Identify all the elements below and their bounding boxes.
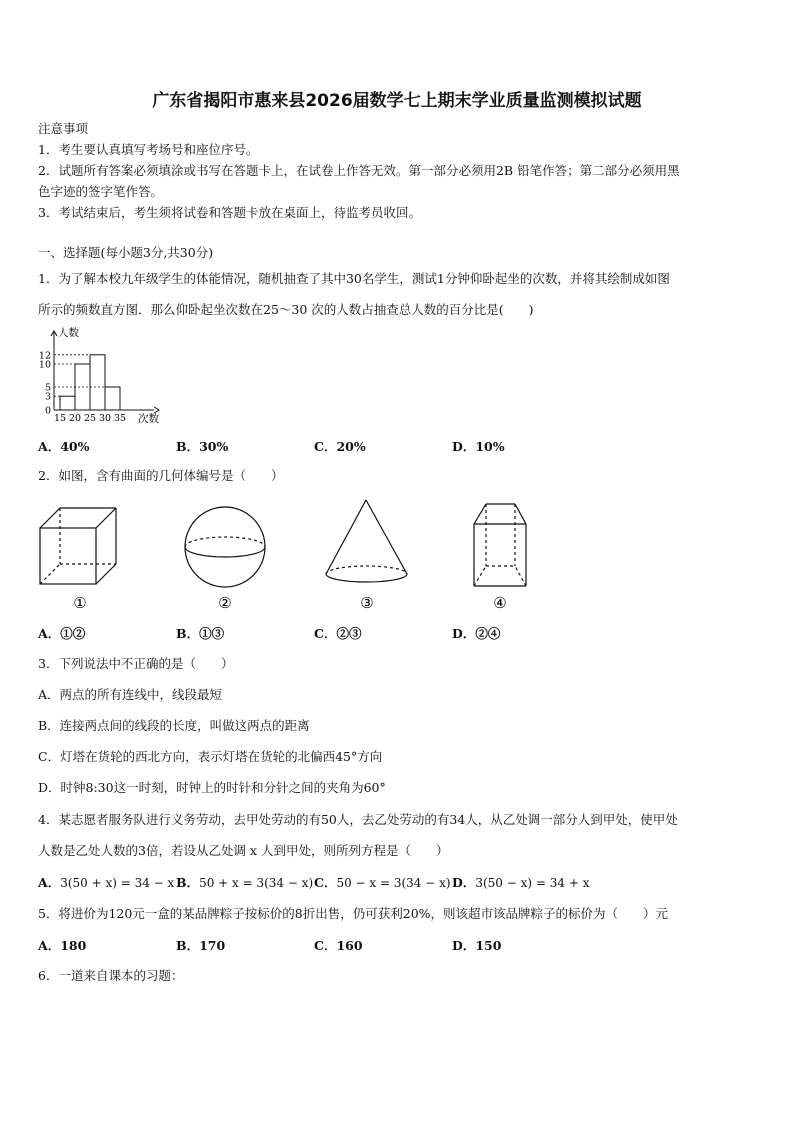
q4-option-c-eq: 50 − x = 3(34 − x) <box>336 876 451 890</box>
q2-stem: 2．如图，含有曲面的几何体编号是（ ） <box>38 468 284 483</box>
x-tick-label: 25 <box>83 413 97 424</box>
q4-option-b-label: B． <box>176 875 200 890</box>
x-tick-label: 35 <box>113 413 127 424</box>
note-item: 3．考试结束后，考生须将试卷和答题卡放在桌面上，待监考员收回。 <box>38 205 421 220</box>
q1-option-d[interactable]: D．10% <box>452 439 505 454</box>
x-axis-label: 次数 <box>138 413 159 425</box>
q4-option-b[interactable] <box>176 873 313 891</box>
q5-option-a[interactable]: A．180 <box>38 938 87 953</box>
cone-figure <box>326 500 407 582</box>
q4-option-a[interactable] <box>38 873 174 891</box>
y-tick-label: 3 <box>44 391 51 403</box>
x-tick-label: 15 <box>53 413 67 424</box>
figure-label-4: ④ <box>493 594 507 612</box>
figure-label-1: ① <box>73 594 87 612</box>
q3-option-b[interactable]: B．连接两点间的线段的长度，叫做这两点的距离 <box>38 718 310 733</box>
note-item: 1．考生要认真填写考场号和座位序号。 <box>38 142 259 157</box>
q2-option-c[interactable]: C．②③ <box>314 626 362 641</box>
q2-option-d[interactable]: D．②④ <box>452 626 501 641</box>
q4-option-a-eq: 3(50 + x) = 34 − x <box>60 876 175 890</box>
y-tick-label: 5 <box>44 382 51 394</box>
q4-option-c[interactable] <box>314 873 451 891</box>
q1-option-a[interactable]: A．40% <box>38 439 90 454</box>
q4-option-d-label: D． <box>452 875 476 890</box>
q5-option-b[interactable]: B．170 <box>176 938 226 953</box>
q5-option-c[interactable]: C．160 <box>314 938 363 953</box>
histogram-bar <box>105 387 120 410</box>
notes-heading: 注意事项 <box>38 121 89 136</box>
q5-option-d[interactable]: D．150 <box>452 938 502 953</box>
note-item: 2．试题所有答案必须填涂或书写在答题卡上，在试卷上作答无效。第一部分必须用2B 铅笔作答；第二部分必须用黑 <box>38 163 680 178</box>
exam-title: 广东省揭阳市惠来县2026届数学七上期末学业质量监测模拟试题 <box>152 91 642 111</box>
sphere-figure <box>185 507 265 587</box>
q4-option-c-label: C． <box>314 875 337 890</box>
q2-option-a[interactable]: A．①② <box>38 626 86 641</box>
y-tick-label: 0 <box>44 405 51 417</box>
y-tick-label: 12 <box>38 350 51 362</box>
q6-stem: 6．一道来自课本的习题： <box>38 968 184 983</box>
figure-label-3: ③ <box>360 594 374 612</box>
q1-stem-line1: 1．为了解本校九年级学生的体能情况，随机抽查了其中30名学生，测试1分钟仰卧起坐的次数，并将其绘制成如图 <box>38 271 670 286</box>
q1-option-b[interactable]: B．30% <box>176 439 229 454</box>
figure-label-2: ② <box>218 594 232 612</box>
q4-option-b-eq: 50 + x = 3(34 − x) <box>199 876 314 890</box>
q3-option-a[interactable]: A．两点的所有连线中，线段最短 <box>38 687 223 702</box>
y-tick-label: 10 <box>38 359 51 371</box>
q4-stem-line1: 4．某志愿者服务队进行义务劳动，去甲处劳动的有50人，去乙处劳动的有34人，从乙处调一部分人到甲处，使甲处 <box>38 812 678 827</box>
q4-option-d-eq: 3(50 − x) = 34 + x <box>475 876 590 890</box>
histogram-chart <box>30 326 170 428</box>
q2-option-b[interactable]: B．①③ <box>176 626 225 641</box>
solids-figure <box>30 494 550 614</box>
q1-stem-line2: 所示的频数直方图．那么仰卧起坐次数在25～30 次的人数占抽查总人数的百分比是( ) <box>38 302 534 317</box>
cube-figure <box>40 508 116 584</box>
y-axis-label: 人数 <box>58 327 79 339</box>
q4-option-a-label: A． <box>38 875 61 890</box>
histogram-bar <box>60 396 75 410</box>
q4-option-d[interactable] <box>452 873 589 891</box>
histogram-bar <box>90 355 105 410</box>
x-tick-label: 30 <box>98 413 112 424</box>
section-heading: 一、选择题(每小题3分,共30分) <box>38 245 214 260</box>
x-tick-label: 20 <box>68 413 82 424</box>
q4-stem-line2: 人数是乙处人数的3倍，若设从乙处调 x 人到甲处，则所列方程是（ ） <box>38 843 449 858</box>
q5-stem: 5．将进价为120元一盒的某品牌粽子按标价的8折出售，仍可获利20%，则该超市该品牌粽子的标价为（ ）元 <box>38 906 669 921</box>
q3-stem: 3．下列说法中不正确的是（ ） <box>38 656 234 671</box>
q1-option-c[interactable]: C．20% <box>314 439 366 454</box>
note-item: 色字迹的签字笔作答。 <box>38 184 164 199</box>
prism-figure <box>474 504 526 586</box>
q3-option-d[interactable]: D．时钟8:30这一时刻，时钟上的时针和分针之间的夹角为60° <box>38 780 386 795</box>
q3-option-c[interactable]: C．灯塔在货轮的西北方向，表示灯塔在货轮的北偏西45°方向 <box>38 749 383 764</box>
